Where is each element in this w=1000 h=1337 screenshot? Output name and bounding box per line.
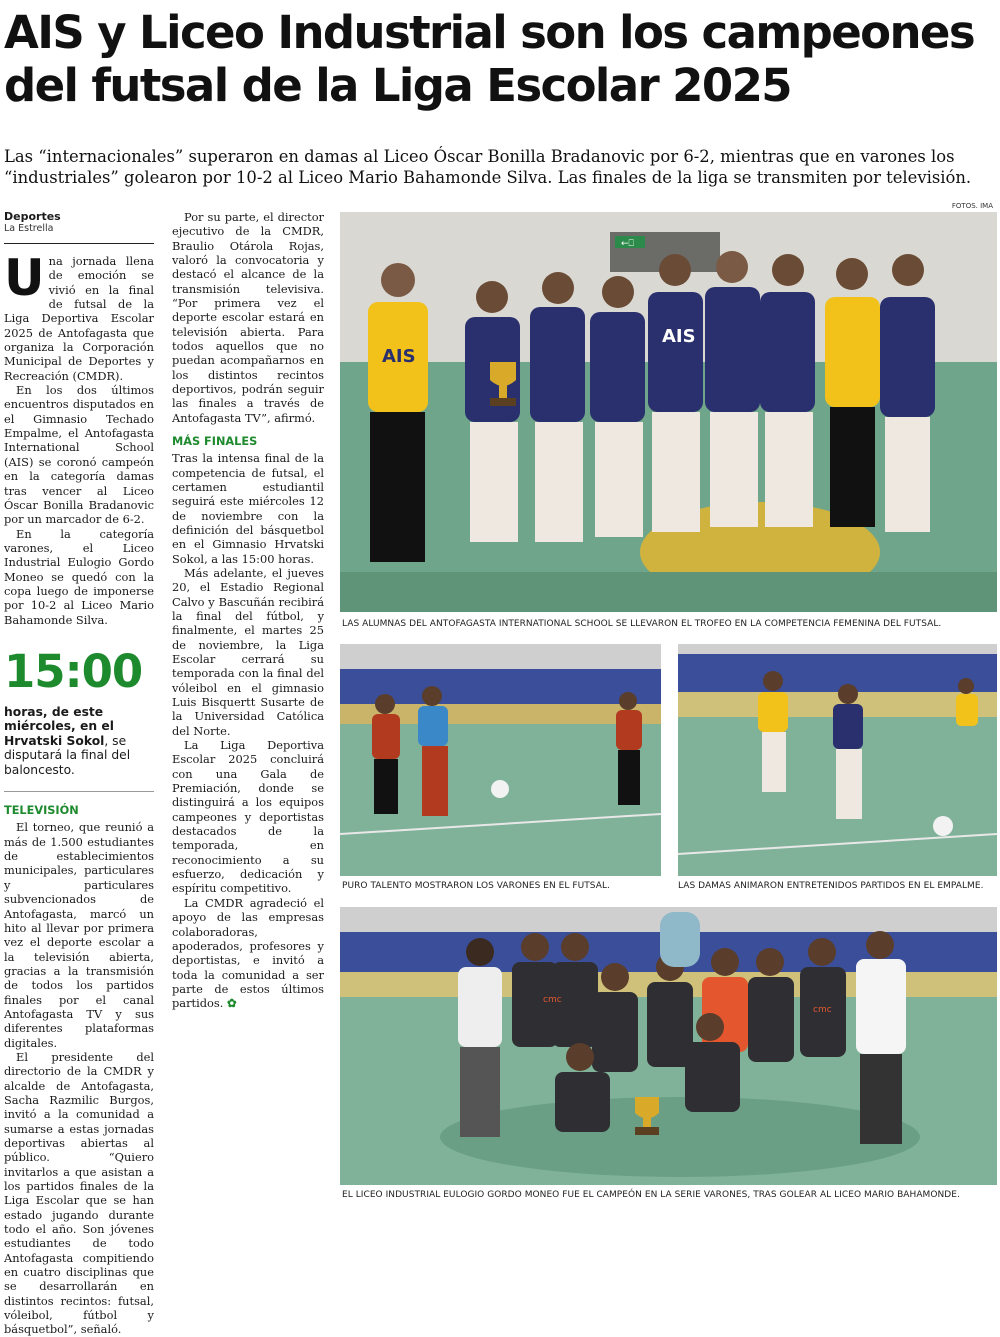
paragraph: El torneo, que reunió a más de 1.500 estudiantes de establecimientos municipales, particulares y particulares subvencionados de Antofagasta, marcó un hito al llevar por primera vez el deporte escolar a la televisión abierta, gracias a la transmisión de todos los partidos finales por el canal Antofagasta TV y sus diferentes plataformas digitales. [4, 820, 154, 1050]
jersey-text: AIS [662, 326, 696, 347]
lead-paragraph: Una jornada llena de emoción se vivió en la final de futsal de la Liga Deportiva Escolar 2025 de Antofagasta que organiza la Corporación Municipal de Deportes y Recreación (CMDR). [4, 249, 154, 383]
photo-boys-team-illustration [340, 907, 997, 1185]
photo-girls-match-illustration [678, 644, 997, 876]
deck: Las “internacionales” superaron en damas al Liceo Óscar Bonilla Bradanovic por 6-2, mientras que en varones los “industriales” golearon por 10-2 al Liceo Mario Bahamonde Silva. Las finales de la liga se transmiten por televisión. [4, 147, 972, 187]
photo-boys-team [340, 907, 997, 1185]
text-column-1 [4, 210, 154, 1337]
headline: AIS y Liceo Industrial son los campeones del futsal de la Liga Escolar 2025 [4, 6, 975, 112]
end-mark: ✿ [227, 996, 237, 1011]
section-name: Deportes [4, 210, 61, 223]
paragraph: La CMDR agradeció el apoyo de las empresas colaboradoras, apoderados, profesores y deportistas, e invitó a toda la comunidad a ser parte de estos últimos partidos. ✿ [172, 895, 324, 1011]
jersey-text: AIS [382, 346, 416, 367]
paragraph: Más adelante, el jueves 20, el Estadio Regional Calvo y Bascuñán recibirá la final del fútbol, y finalmente, el martes 25 de noviembre, la Liga Escolar cerrará su temporada con la final del vóleibol en el gimnasio Luis Bisquertt Susarte de la Universidad Católica del Norte. [172, 565, 324, 738]
photo-girls-team-illustration [340, 212, 997, 612]
caption-bottom-photo: EL LICEO INDUSTRIAL EULOGIO GORDO MONEO FUE EL CAMPEÓN EN LA SERIE VARONES, TRAS GOLEAR AL LICEO MARIO BAHAMONDE. [342, 1190, 960, 1200]
caption-girls-photo: LAS DAMAS ANIMARON ENTRETENIDOS PARTIDOS EN EL EMPALME. [678, 881, 984, 891]
paragraph: Tras la intensa final de la competencia de futsal, el certamen estudiantil seguirá este miércoles 12 de noviembre con la definición del básquetbol en el Gimnasio Hrvatski Sokol, a las 15:00 horas. [172, 451, 324, 566]
photo-girls-match [678, 644, 997, 876]
subheading-more-finals: MÁS FINALES [172, 435, 258, 449]
dropcap: U [4, 249, 45, 307]
paragraph: La Liga Deportiva Escolar 2025 concluirá con una Gala de Premiación, donde se distinguirá a los equipos campeones y deportistas destacados de la temporada, en reconocimiento a su esfuerzo, dedicación y espíritu competitivo. [172, 738, 324, 896]
divider [4, 791, 154, 792]
source-name: La Estrella [4, 223, 54, 234]
caption-main-photo: LAS ALUMNAS DEL ANTOFAGASTA INTERNATIONAL SCHOOL SE LLEVARON EL TROFEO EN LA COMPETENCIA FEMENINA DEL FUTSAL. [342, 619, 942, 629]
sponsor-logo: cmc [813, 1005, 832, 1015]
paragraph: En los dos últimos encuentros disputados en el Gimnasio Techado Empalme, el Antofagasta International School (AIS) se coronó campeón en la categoría damas tras vencer al Liceo Óscar Bonilla Bradanovic por un marcador de 6-2. [4, 383, 154, 527]
photo-credit: FOTOS. IMA [951, 202, 993, 210]
divider [4, 243, 154, 244]
highlight-text: horas, de este miércoles, en el Hrvatski Sokol, se disputará la final del baloncesto. [4, 704, 131, 777]
subheading-tv: TELEVISIÓN [4, 804, 79, 818]
text-column-2 [172, 210, 324, 1011]
photo-boys-match [340, 644, 661, 876]
paragraph: En la categoría varones, el Liceo Industrial Eulogio Gordo Moneo se quedó con la copa luego de imponerse por 10-2 al Liceo Mario Bahamonde Silva. [4, 526, 154, 627]
photo-boys-match-illustration [340, 644, 661, 876]
paragraph: Por su parte, el director ejecutivo de la CMDR, Braulio Otárola Rojas, valoró la convocatoria y destacó el alcance de la transmisión televisiva. “Por primera vez el deporte escolar estará en televisión abierta. Para todos aquellos que no puedan acompañarnos en los distintos recintos deportivos, podrán seguir las finales a través de Antofagasta TV”, afirmó. [172, 210, 324, 425]
caption-boys-photo: PURO TALENTO MOSTRARON LOS VARONES EN EL FUTSAL. [342, 881, 610, 891]
highlight-time: 15:00 [4, 644, 143, 698]
exit-sign: ←⎕ [621, 239, 634, 249]
photo-girls-team [340, 212, 997, 612]
sponsor-logo: cmc [543, 995, 562, 1005]
paragraph: El presidente del directorio de la CMDR y alcalde de Antofagasta, Sacha Razmilic Burgos, invitó a la comunidad a sumarse a estas jornadas deportivas abiertas al público. “Quiero invitarlos a que asistan a los partidos finales de la Liga Escolar que se han estado jugando durante todo el año. Son jóvenes estudiantes de todo Antofagasta compitiendo en cuatro disciplinas que se desarrollarán en distintos recintos: futsal, vóleibol, fútbol y básquetbol”, señaló. [4, 1049, 154, 1337]
